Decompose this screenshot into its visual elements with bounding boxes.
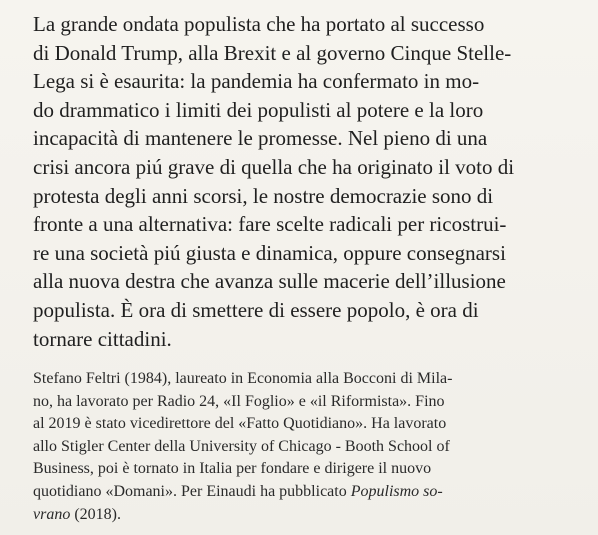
blurb-line: crisi ancora piú grave di quella che ha originato il voto di xyxy=(33,154,515,179)
book-title: vrano xyxy=(33,505,71,523)
blurb-line: Lega si è esaurita: la pandemia ha confermato in mo- xyxy=(33,69,480,94)
bio-line: allo Stigler Center della University of Chicago - Booth School of xyxy=(33,437,450,455)
bio-line: Business, poi è tornato in Italia per fondare e dirigere il nuovo xyxy=(33,460,432,478)
blurb-line: protesta degli anni scorsi, le nostre democrazie sono di xyxy=(33,183,494,208)
blurb-line: fronte a una alternativa: fare scelte radicali per ricostrui- xyxy=(33,212,507,237)
blurb-line: La grande ondata populista che ha portato al successo xyxy=(33,12,485,36)
author-bio xyxy=(33,368,573,526)
bio-line-text: quotidiano «Domani». Per Einaudi ha pubblicato xyxy=(33,482,351,500)
bio-line: no, ha lavorato per Radio 24, «Il Foglio» e «il Riformista». Fino xyxy=(33,392,445,410)
bio-line-closing xyxy=(33,504,573,527)
blurb-line: do drammatico i limiti dei populisti al potere e la loro xyxy=(33,97,484,122)
blurb-line: incapacità di mantenere le promesse. Nel pieno di una xyxy=(33,126,488,151)
bio-line-with-book xyxy=(33,481,573,504)
blurb-line: re una società piú giusta e dinamica, oppure consegnarsi xyxy=(33,240,506,265)
book-title: Populismo so- xyxy=(350,482,443,500)
bio-closing: (2018). xyxy=(70,505,121,523)
book-blurb xyxy=(33,10,573,353)
bio-line: Stefano Feltri (1984), laureato in Economia alla Bocconi di Mila- xyxy=(33,370,453,387)
blurb-line: di Donald Trump, alla Brexit e al governo Cinque Stelle- xyxy=(33,40,512,65)
bio-line: al 2019 è stato vicedirettore del «Fatto Quotidiano». Ha lavorato xyxy=(33,415,447,433)
blurb-line: alla nuova destra che avanza sulle macerie dell’illusione xyxy=(33,269,506,294)
blurb-line: populista. È ora di smettere di essere popolo, è ora di xyxy=(33,297,479,322)
blurb-line: tornare cittadini. xyxy=(33,326,172,351)
